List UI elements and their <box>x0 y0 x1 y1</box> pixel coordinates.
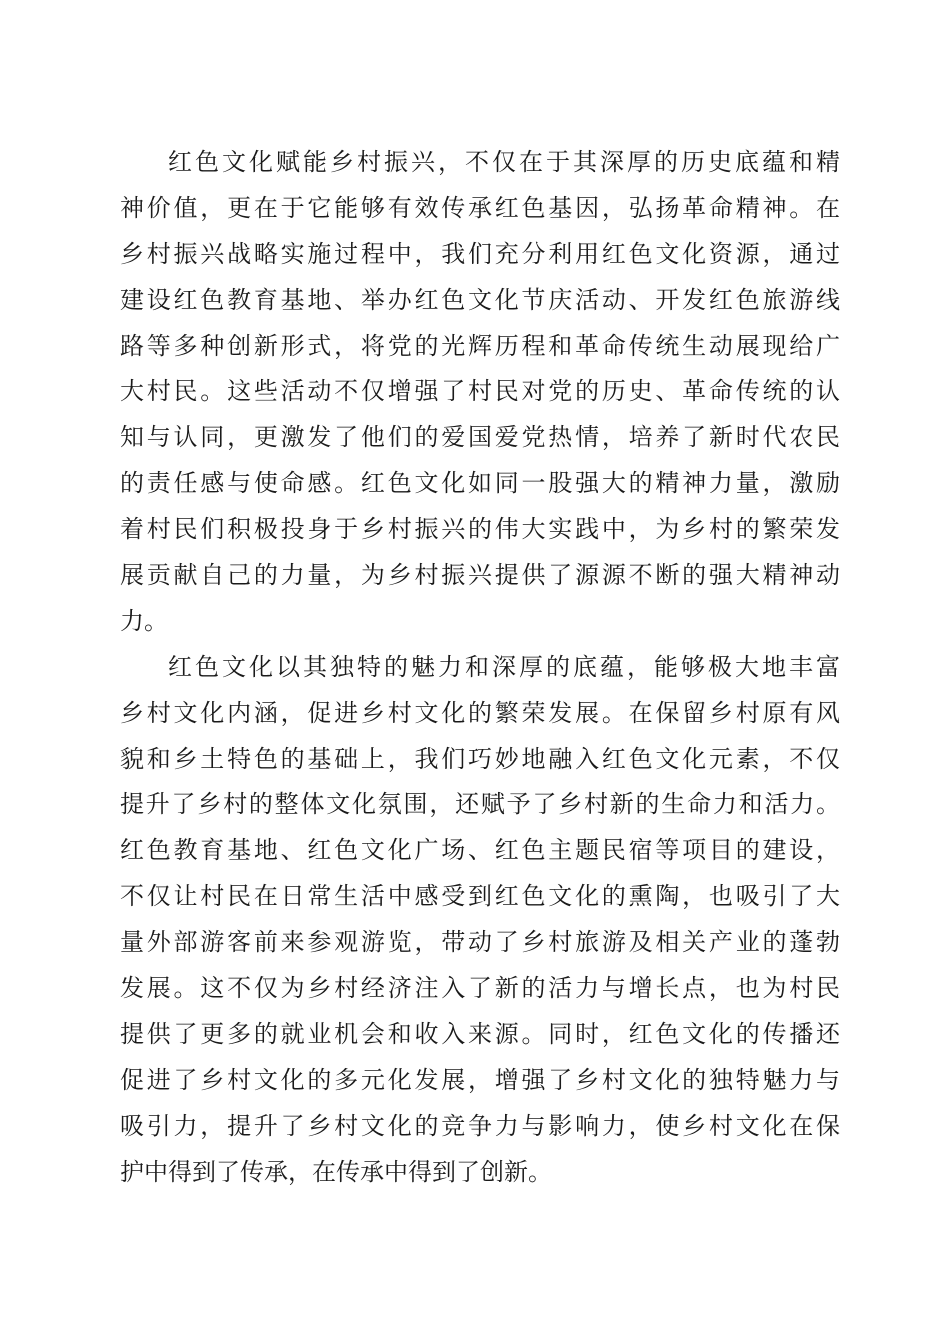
text-line: 不仅让村民在日常生活中感受到红色文化的熏陶，也吸引了大 <box>120 882 840 911</box>
paragraph-2 <box>120 645 840 1196</box>
text-line: 乡村振兴战略实施过程中，我们充分利用红色文化资源，通过 <box>120 239 840 268</box>
text-line: 发展。这不仅为乡村经济注入了新的活力与增长点，也为村民 <box>120 974 840 1003</box>
text-line: 路等多种创新形式，将党的光辉历程和革命传统生动展现给广 <box>120 331 840 360</box>
paragraph-1 <box>120 140 840 645</box>
text-line: 提供了更多的就业机会和收入来源。同时，红色文化的传播还 <box>120 1019 840 1048</box>
text-line: 促进了乡村文化的多元化发展，增强了乡村文化的独特魅力与 <box>120 1065 840 1094</box>
text-line: 建设红色教育基地、举办红色文化节庆活动、开发红色旅游线 <box>120 285 840 314</box>
text-line: 乡村文化内涵，促进乡村文化的繁荣发展。在保留乡村原有风 <box>120 698 840 727</box>
text-line: 红色文化赋能乡村振兴，不仅在于其深厚的历史底蕴和精 <box>168 148 840 176</box>
document-body <box>120 140 840 1195</box>
text-line: 红色教育基地、红色文化广场、红色主题民宿等项目的建设， <box>120 836 840 865</box>
text-line: 吸引力，提升了乡村文化的竞争力与影响力，使乡村文化在保 <box>120 1111 840 1140</box>
text-line: 红色文化以其独特的魅力和深厚的底蕴，能够极大地丰富 <box>168 652 840 681</box>
text-line: 大村民。这些活动不仅增强了村民对党的历史、革命传统的认 <box>120 377 840 406</box>
text-line: 力。 <box>120 606 168 635</box>
text-line: 的责任感与使命感。红色文化如同一股强大的精神力量，激励 <box>120 469 840 498</box>
text-line: 着村民们积极投身于乡村振兴的伟大实践中，为乡村的繁荣发 <box>120 515 840 544</box>
text-line: 展贡献自己的力量，为乡村振兴提供了源源不断的强大精神动 <box>120 561 840 590</box>
text-line: 提升了乡村的整体文化氛围，还赋予了乡村新的生命力和活力。 <box>120 790 840 819</box>
text-line: 貌和乡土特色的基础上，我们巧妙地融入红色文化元素，不仅 <box>120 744 840 773</box>
text-line: 护中得到了传承，在传承中得到了创新。 <box>120 1157 552 1186</box>
text-line: 神价值，更在于它能够有效传承红色基因，弘扬革命精神。在 <box>120 193 840 222</box>
text-line: 知与认同，更激发了他们的爱国爱党热情，培养了新时代农民 <box>120 423 840 452</box>
text-line: 量外部游客前来参观游览，带动了乡村旅游及相关产业的蓬勃 <box>120 928 840 957</box>
